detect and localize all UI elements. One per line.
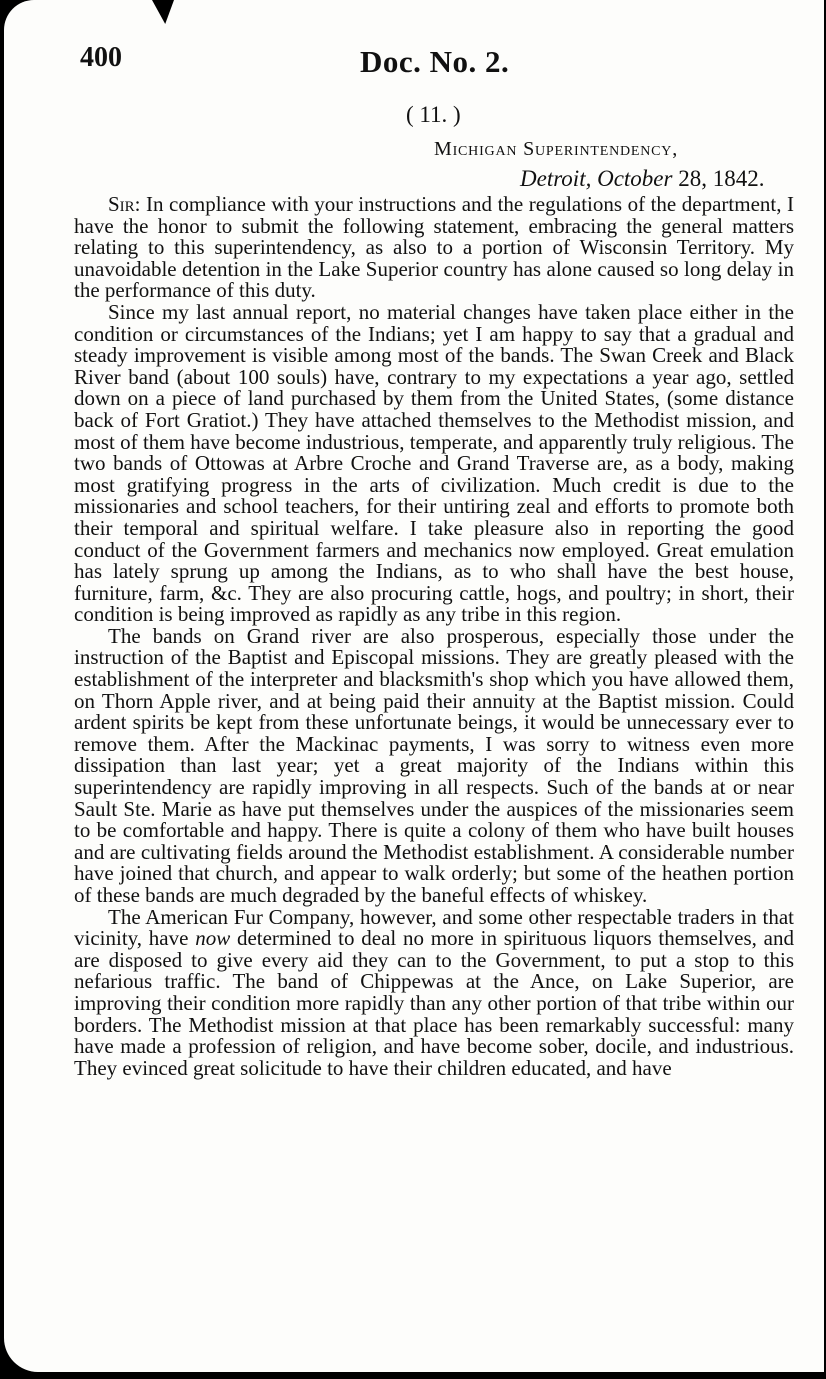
paragraph-4-italic: now <box>195 926 231 951</box>
document-title: Doc. No. 2. <box>360 44 510 79</box>
dateline-month: October <box>597 166 673 191</box>
section-number: ( 11. ) <box>406 102 461 127</box>
paragraph-4-text-end: determined to deal no more in spirituous liquors themselves, and are disposed to give every aid they can to the Government, to put a stop to this nefarious traffic. The band of Chippewas at the Ance, on Lake Superior, are improving their condition more rapidly than any other portion of that tribe within our borders. The Methodist mission at that place has been remarkably successful: many have made a profession of religion, and have become sober, docile, and industrious. They evinced great solicitude to have their children educated, and have <box>74 926 794 1080</box>
dateline <box>520 166 764 192</box>
superintendency-heading: Michigan Superintendency, <box>434 138 679 160</box>
paragraph-3 <box>74 623 794 907</box>
document-page <box>4 0 824 1372</box>
salutation: Sir: <box>108 192 141 216</box>
dateline-place: Detroit, <box>520 166 592 191</box>
paragraph-2-text: Since my last annual report, no material changes have taken place either in the condition or circumstances of the Indians; yet I am happy to say that a gradual and steady improvement is visible among most of the bands. The Swan Creek and Black River band (about 100 souls) have, contrary to my expectations a year ago, settled down on a piece of land purchased by them from the United States, (some distance back of Fort Gratiot.) They have attached themselves to the Methodist mission, and most of them have become industrious, temperate, and apparently truly religious. The two bands of Ottowas at Arbre Croche and Grand Traverse are, as a body, making most gratifying progress in the arts of civilization. Much credit is due to the missionaries and school teachers, for their untiring zeal and efforts to promote both their temporal and spiritual welfare. I take pleasure also in reporting the good conduct of the Government farmers and mechanics now employed. Great emulation has lately sprung up among the Indians, as to who shall have the best house, furniture, farm, &c. They are also procuring cattle, hogs, and poultry; in short, their condition is being improved as rapidly as any tribe in this region. <box>74 299 794 627</box>
page-header <box>78 42 778 82</box>
paragraph-1 <box>74 194 794 302</box>
paragraph-1-text: In compliance with your instructions and the regulations of the department, I have the honor to submit the following statement, embracing the general matters relating to this superintendency, as also to a portion of Wisconsin Territory. My unavoidable detention in the Lake Superior country has alone caused so long delay in the performance of this duty. <box>74 192 794 303</box>
paragraph-3-text: The bands on Grand river are also prosperous, especially those under the instruction of the Baptist and Episcopal missions. They are greatly pleased with the establishment of the interpreter and blacksmith's shop which you have allowed them, on Thorn Apple river, and at being paid their annuity at the Baptist mission. Could ardent spirits be kept from these unfortunate beings, it would be unnecessary ever to remove them. After the Mackinac payments, I was sorry to witness even more dissipation than last year; yet a great majority of the Indians within this superintendency are rapidly improving in all respects. Such of the bands at or near Sault Ste. Marie as have put themselves under the auspices of the missionaries seem to be comfortable and happy. There is quite a colony of them who have built houses and are cultivating fields around the Methodist establishment. A considerable number have joined that church, and appear to walk orderly; but some of the heathen portion of these bands are much degraded by the baneful effects of whiskey. <box>74 623 794 907</box>
scan-corner-mark <box>152 0 174 24</box>
paragraph-4-text-start: The American Fur Company, however, and some other respectable traders in that vicinity, have <box>74 904 794 951</box>
paragraph-4 <box>74 904 794 1080</box>
paragraph-2 <box>74 299 794 627</box>
dateline-day-year: 28, 1842. <box>678 166 765 191</box>
letter-body <box>74 194 794 1079</box>
page-number: 400 <box>80 42 122 73</box>
